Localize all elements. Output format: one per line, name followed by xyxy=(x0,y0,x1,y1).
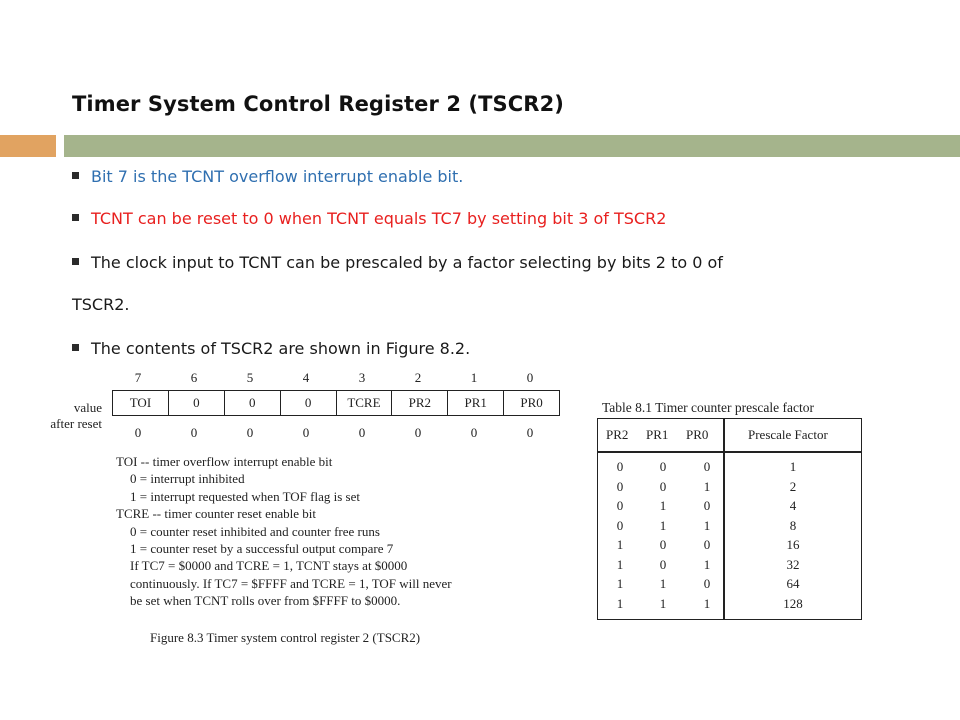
table-cell: 32 xyxy=(786,556,800,572)
description-line: 1 = interrupt requested when TOF flag is set xyxy=(130,488,360,504)
table-cell: 0 xyxy=(703,459,711,474)
table-cell: 0 xyxy=(703,537,711,552)
table-cell: 16 xyxy=(786,537,800,552)
bullet-item xyxy=(72,209,666,229)
table-cell: 0 xyxy=(659,537,667,552)
table-header: PR0 xyxy=(686,427,709,442)
table-cell: 1 xyxy=(659,595,667,611)
reset-value: 0 xyxy=(358,425,366,440)
reset-value: 0 xyxy=(414,425,422,440)
bullet-text: TCNT can be reset to 0 when TCNT equals TC7 by setting bit 3 of TSCR2 xyxy=(91,209,667,228)
table-cell: 1 xyxy=(616,556,624,572)
table-cell: 0 xyxy=(616,478,624,494)
bullet-item xyxy=(72,339,470,359)
table-header: Prescale Factor xyxy=(748,427,828,442)
table-cell: 0 xyxy=(659,478,667,494)
bullet-text: The contents of TSCR2 are shown in Figure 8.2. xyxy=(91,339,471,358)
description-line: 1 = counter reset by a successful output compare 7 xyxy=(130,541,394,557)
description-line: TOI -- timer overflow interrupt enable bit xyxy=(116,454,333,469)
table-cell: 0 xyxy=(616,498,624,513)
bullet-square-icon xyxy=(72,258,79,265)
bit-number: 4 xyxy=(302,370,310,385)
table-cell: 1 xyxy=(659,517,667,533)
table-cell: 1 xyxy=(659,498,667,513)
bit-number: 0 xyxy=(526,370,534,385)
bullet-text: The clock input to TCNT can be prescaled by a factor selecting by bits 2 to 0 of xyxy=(91,253,723,272)
table-column-pr2 xyxy=(608,457,632,613)
table-cell: 4 xyxy=(789,498,797,513)
bit-number: 3 xyxy=(358,370,366,385)
table-cell: 0 xyxy=(659,459,667,474)
table-cell: 1 xyxy=(703,517,711,533)
description-line: be set when TCNT rolls over from $FFFF to $0000. xyxy=(130,593,401,609)
description-line: If TC7 = $0000 and TCRE = 1, TCNT stays at $0000 xyxy=(130,558,408,574)
table-column-factor xyxy=(724,457,862,613)
description-line: continuously. If TC7 = $FFFF and TCRE = 1, TOF will never xyxy=(130,575,452,591)
register-description xyxy=(116,453,452,610)
value-after-reset-label: value after reset xyxy=(50,400,102,431)
table-cell: 64 xyxy=(786,576,800,591)
bullet-item xyxy=(72,167,463,187)
bit-number: 6 xyxy=(190,370,198,385)
table-cell: 128 xyxy=(783,595,803,611)
table-divider xyxy=(598,451,861,453)
register-field: 0 xyxy=(225,391,281,415)
table-title: Table 8.1 Timer counter prescale factor xyxy=(602,400,814,415)
register-fields xyxy=(112,390,560,416)
table-header: PR2 xyxy=(606,427,629,442)
table-cell: 1 xyxy=(616,595,624,611)
table-cell: 2 xyxy=(789,478,797,494)
reset-value: 0 xyxy=(246,425,254,440)
register-field: TCRE xyxy=(337,391,393,415)
table-cell: 1 xyxy=(789,459,797,474)
table-cell: 1 xyxy=(703,595,711,611)
table-cell: 0 xyxy=(659,556,667,572)
table-cell: 1 xyxy=(616,576,624,591)
register-field: 0 xyxy=(281,391,337,415)
table-cell: 0 xyxy=(703,498,711,513)
register-field: TOI xyxy=(113,391,169,415)
table-column-pr1 xyxy=(651,457,675,613)
table-cell: 0 xyxy=(616,459,624,474)
bullet-text: Bit 7 is the TCNT overflow interrupt enable bit. xyxy=(91,167,464,186)
slide-title: Timer System Control Register 2 (TSCR2) xyxy=(72,92,564,116)
bullet-continuation: TSCR2. xyxy=(72,295,130,314)
register-field: PR2 xyxy=(392,391,448,415)
table-cell: 1 xyxy=(659,576,667,591)
bit-number: 5 xyxy=(246,370,254,385)
accent-bar-green xyxy=(64,135,960,157)
reset-value: 0 xyxy=(302,425,310,440)
bullet-square-icon xyxy=(72,172,79,179)
table-header: PR1 xyxy=(646,427,669,442)
bullet-square-icon xyxy=(72,214,79,221)
bit-number: 2 xyxy=(414,370,422,385)
table-column-pr0 xyxy=(695,457,719,613)
table-cell: 1 xyxy=(703,556,711,572)
table-cell: 0 xyxy=(703,576,711,591)
description-line: 0 = counter reset inhibited and counter free runs xyxy=(130,523,380,539)
bullet-square-icon xyxy=(72,344,79,351)
table-cell: 0 xyxy=(616,517,624,533)
reset-value: 0 xyxy=(134,425,142,440)
reset-value: 0 xyxy=(190,425,198,440)
table-cell: 8 xyxy=(789,517,797,533)
table-cell: 1 xyxy=(703,478,711,494)
register-field: 0 xyxy=(169,391,225,415)
bullet-item xyxy=(72,253,723,273)
register-field: PR0 xyxy=(520,395,543,410)
reset-value: 0 xyxy=(470,425,478,440)
description-line: TCRE -- timer counter reset enable bit xyxy=(116,506,316,522)
accent-bar-orange xyxy=(0,135,56,157)
figure-caption: Figure 8.3 Timer system control register 2 (TSCR2) xyxy=(150,630,421,645)
prescale-table xyxy=(597,418,862,620)
description-line: 0 = interrupt inhibited xyxy=(130,471,245,487)
register-field: PR1 xyxy=(448,391,504,415)
bit-number: 1 xyxy=(470,370,478,385)
reset-value: 0 xyxy=(526,425,534,440)
bit-number: 7 xyxy=(134,370,142,385)
table-cell: 1 xyxy=(616,537,624,552)
